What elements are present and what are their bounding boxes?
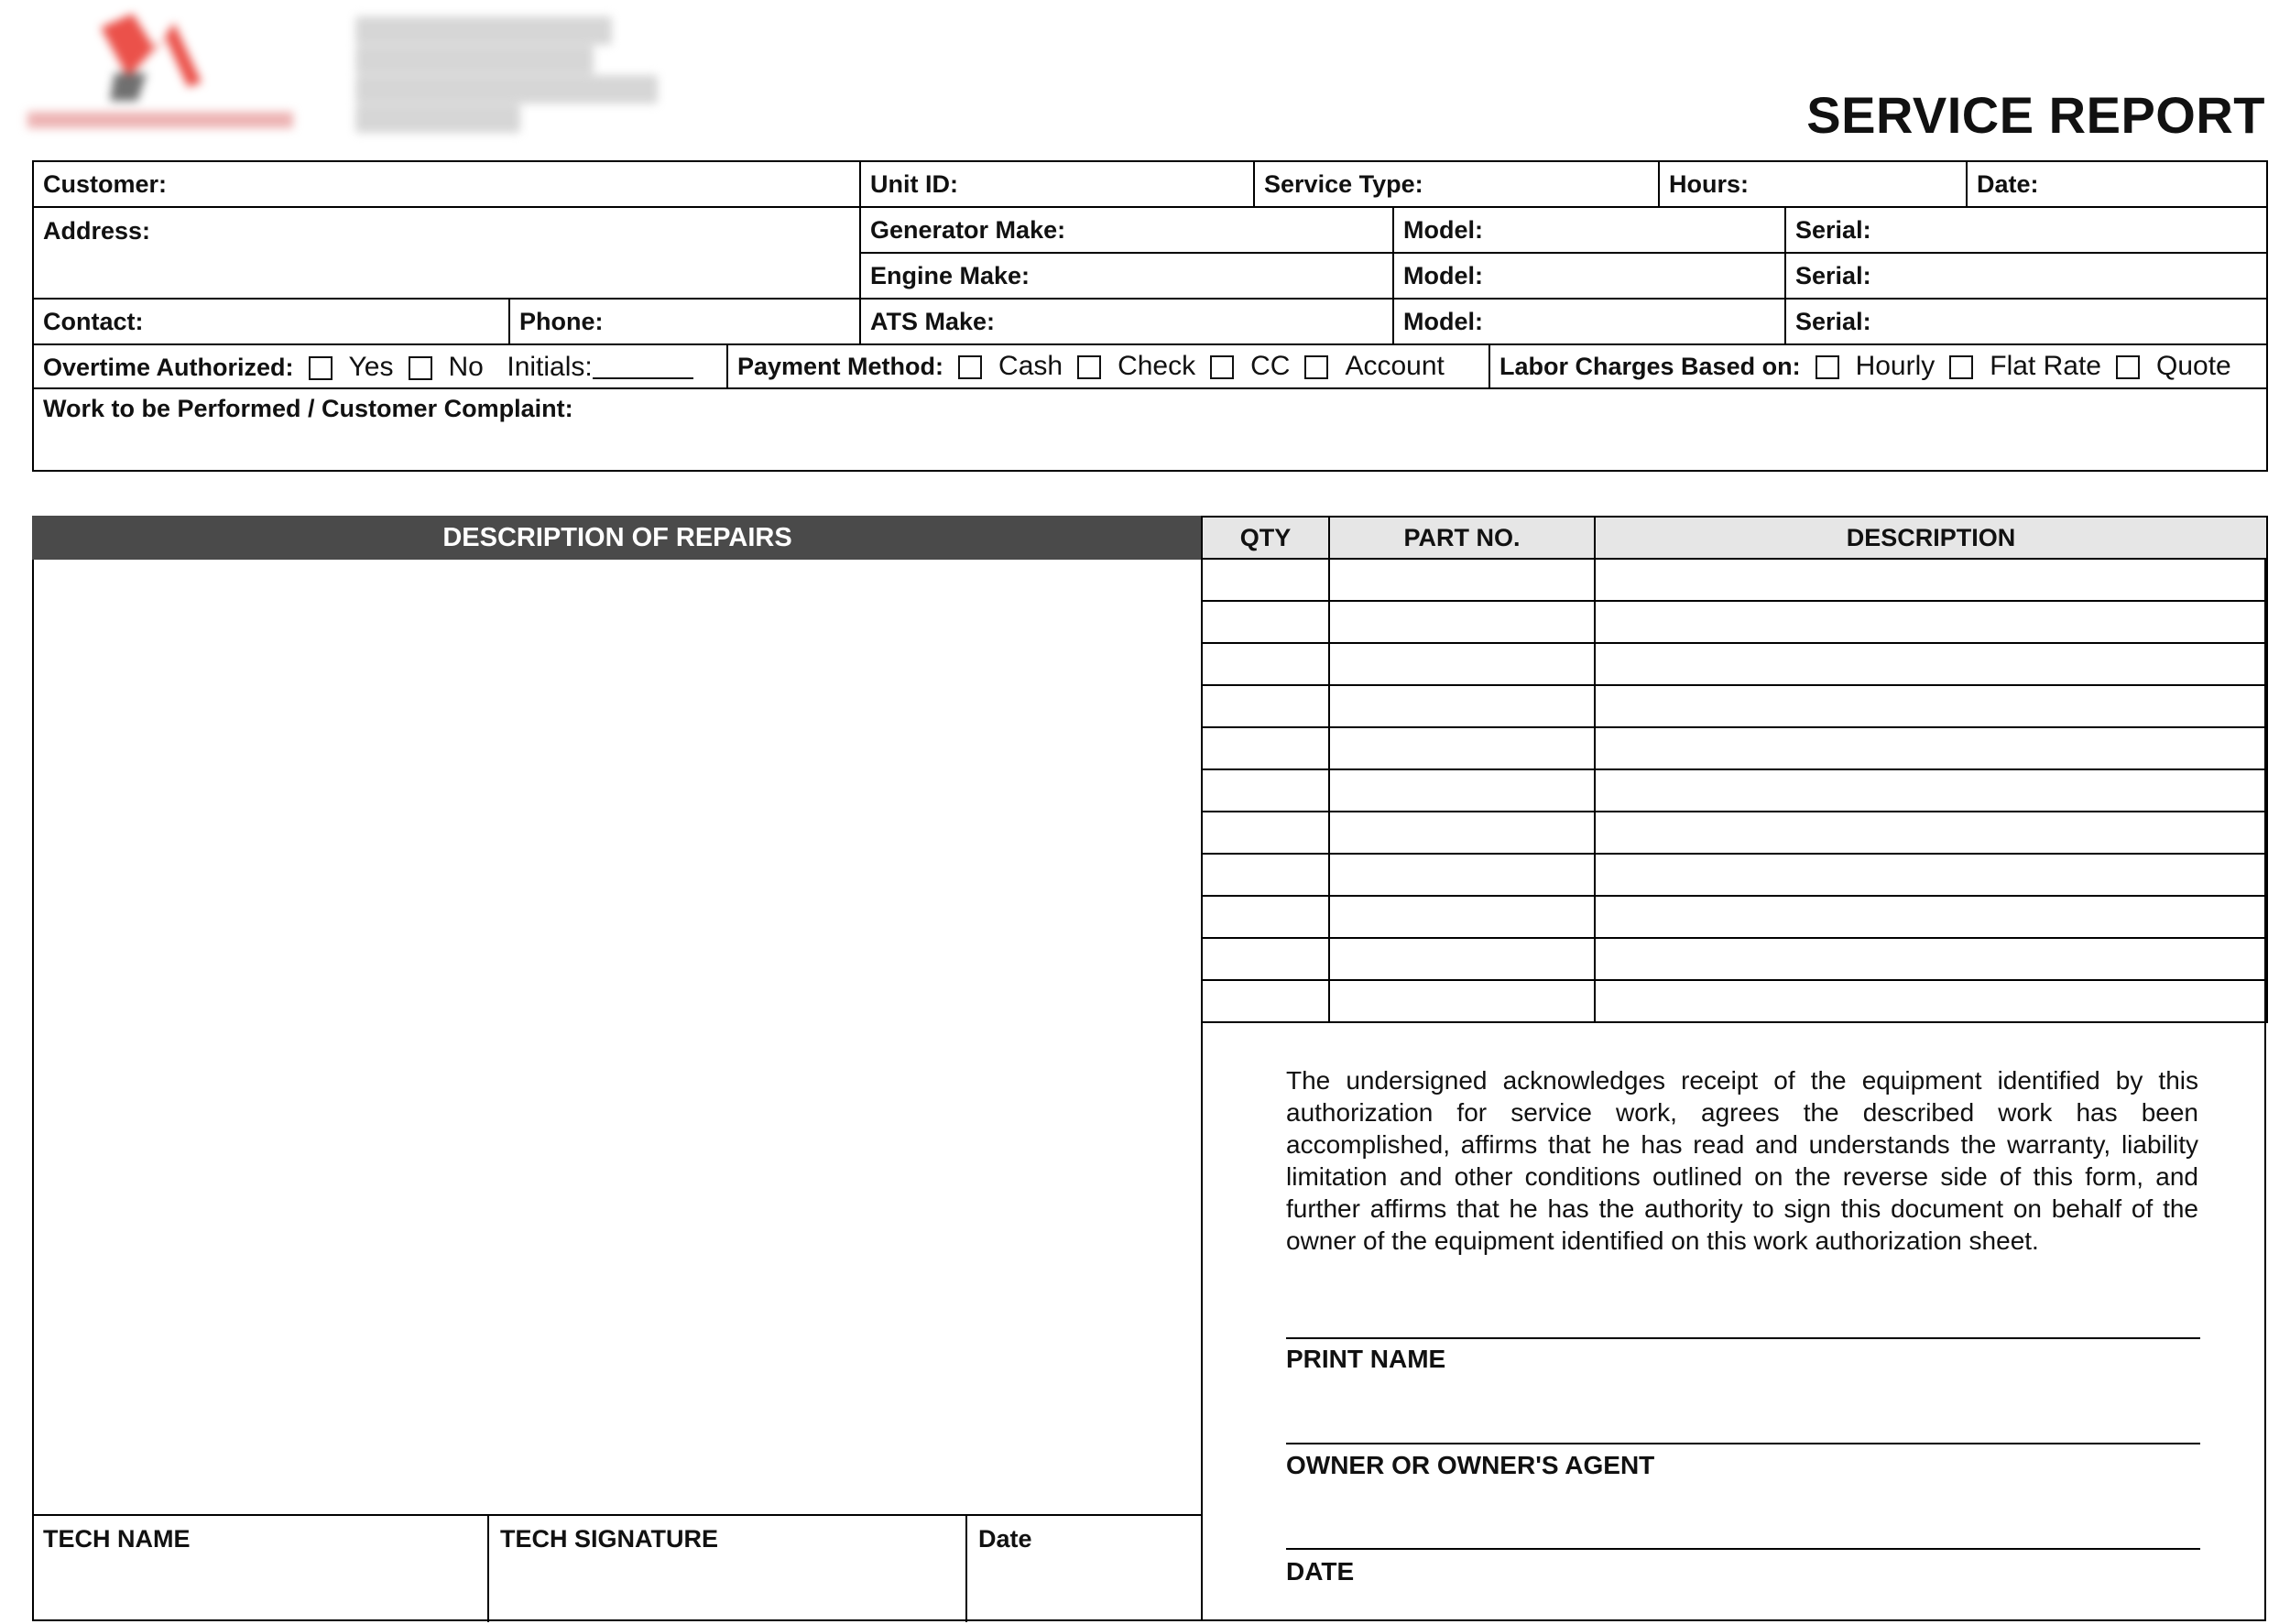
account-checkbox[interactable] [1304,355,1328,379]
overtime-no-label: No [448,352,484,382]
part-no-cell[interactable] [1329,727,1595,769]
hours-label: Hours: [1669,169,1750,198]
generator-make-label: Generator Make: [870,215,1066,244]
initials-input[interactable] [593,350,693,379]
sign-date-label: DATE [1286,1557,1355,1586]
hourly-checkbox[interactable] [1816,355,1839,379]
labor-charges-field [1489,345,2266,387]
engine-serial-label: Serial: [1795,261,1871,289]
acknowledgement-text: The undersigned acknowledges receipt of the equipment identified by this authorization for service work, agrees the described work has been accomplished, affirms that he has read and understands the warranty, liability limitation and other conditions outlined on the reverse side of this form, and further affirms that he has the authority to sign this document on behalf of the owner of the equipment identified on this work authorization sheet. [1286,1066,2198,1255]
generator-model-field[interactable] [1393,208,1784,252]
qty-cell[interactable] [1202,980,1329,1022]
tech-signature-field[interactable] [488,1515,966,1622]
table-row [1202,643,2267,685]
date-field[interactable] [1967,162,2266,206]
ats-make-field[interactable] [861,300,1393,343]
qty-cell[interactable] [1202,601,1329,643]
part-no-cell[interactable] [1329,685,1595,727]
table-row [1202,601,2267,643]
repairs-header: DESCRIPTION OF REPAIRS [32,516,1203,560]
address-label: Address: [43,217,151,245]
work-complaint-label: Work to be Performed / Customer Complaint: [43,395,573,422]
qty-cell[interactable] [1202,938,1329,980]
description-header: DESCRIPTION [1595,517,2267,559]
ats-model-label: Model: [1403,307,1484,335]
cash-label: Cash [998,351,1063,381]
owner-agent-label: OWNER OR OWNER'S AGENT [1286,1451,1655,1479]
table-row [1202,727,2267,769]
page-title: SERVICE REPORT [1806,86,2265,144]
overtime-yes-checkbox[interactable] [309,356,333,380]
check-label: Check [1118,351,1196,381]
table-row [1202,854,2267,896]
description-cell[interactable] [1595,601,2267,643]
cc-checkbox[interactable] [1210,355,1234,379]
engine-model-label: Model: [1403,261,1484,289]
part-no-cell[interactable] [1329,643,1595,685]
quote-checkbox[interactable] [2116,355,2140,379]
table-row [1202,938,2267,980]
labor-charges-label: Labor Charges Based on: [1499,353,1801,380]
print-name-label: PRINT NAME [1286,1345,1446,1373]
ats-serial-label: Serial: [1795,307,1871,335]
qty-cell[interactable] [1202,854,1329,896]
overtime-field [34,345,727,387]
engine-model-field[interactable] [1393,254,1784,298]
cc-label: CC [1250,351,1291,381]
qty-cell[interactable] [1202,896,1329,938]
description-cell[interactable] [1595,980,2267,1022]
engine-make-field[interactable] [861,254,1393,298]
description-cell[interactable] [1595,812,2267,854]
description-cell[interactable] [1595,727,2267,769]
initials-label: Initials: [507,352,593,382]
part-no-header: PART NO. [1329,517,1595,559]
date-label: Date: [1977,169,2039,198]
description-cell[interactable] [1595,643,2267,685]
address-field[interactable] [33,207,860,299]
phone-label: Phone: [519,307,604,335]
company-address [355,16,685,136]
description-cell[interactable] [1595,938,2267,980]
table-row [1202,896,2267,938]
tech-signoff [32,1514,1203,1622]
owner-signature-line[interactable] [1286,1443,2200,1444]
description-cell[interactable] [1595,769,2267,812]
part-no-cell[interactable] [1329,980,1595,1022]
qty-cell[interactable] [1202,769,1329,812]
repairs-description-area[interactable] [34,560,1201,1514]
tech-signature-label: TECH SIGNATURE [500,1525,719,1553]
company-name [355,16,612,45]
qty-header: QTY [1202,517,1329,559]
qty-cell[interactable] [1202,559,1329,601]
payment-method-label: Payment Method: [737,353,944,380]
generator-model-label: Model: [1403,215,1484,244]
company-street [355,46,594,74]
account-label: Account [1345,351,1445,381]
ats-serial-field[interactable] [1785,299,2267,344]
table-row [1202,812,2267,854]
generator-serial-label: Serial: [1795,215,1871,244]
phone-field[interactable] [509,299,860,344]
overtime-no-checkbox[interactable] [409,356,432,380]
payment-method-field [727,345,1489,387]
qty-cell[interactable] [1202,643,1329,685]
table-row [1202,559,2267,601]
description-cell[interactable] [1595,559,2267,601]
company-city [355,75,658,104]
flat-rate-checkbox[interactable] [1949,355,1973,379]
hours-field[interactable] [1659,162,1967,206]
qty-cell[interactable] [1202,685,1329,727]
part-no-cell[interactable] [1329,559,1595,601]
work-complaint-field[interactable] [33,388,2267,471]
generator-make-field[interactable] [861,208,1393,252]
hourly-label: Hourly [1855,351,1936,381]
tech-date-field[interactable] [966,1515,1203,1622]
cash-checkbox[interactable] [958,355,982,379]
part-no-cell[interactable] [1329,769,1595,812]
service-type-label: Service Type: [1264,169,1423,198]
table-row [1202,980,2267,1022]
tech-date-label: Date [978,1525,1032,1553]
overtime-label: Overtime Authorized: [43,354,294,381]
part-no-cell[interactable] [1329,896,1595,938]
contact-label: Contact: [43,307,144,335]
part-no-cell[interactable] [1329,601,1595,643]
company-phone [355,104,520,133]
contact-field[interactable] [33,299,509,344]
company-logo [27,9,321,137]
part-no-cell[interactable] [1329,812,1595,854]
customer-field[interactable] [33,161,860,207]
overtime-yes-label: Yes [348,352,394,382]
engine-serial-field[interactable] [1785,253,2267,299]
unit-id-field[interactable] [860,161,1254,207]
description-cell[interactable] [1595,896,2267,938]
check-checkbox[interactable] [1077,355,1101,379]
service-info-form [32,160,2268,472]
flat-rate-label: Flat Rate [1990,351,2101,381]
tech-name-field[interactable] [32,1515,488,1622]
qty-cell[interactable] [1202,812,1329,854]
engine-make-label: Engine Make: [870,261,1030,289]
unit-id-label: Unit ID: [870,169,958,198]
part-no-cell[interactable] [1329,854,1595,896]
customer-label: Customer: [43,169,168,198]
generator-serial-field[interactable] [1785,207,2267,253]
sign-date-line[interactable] [1286,1548,2200,1550]
description-cell[interactable] [1595,685,2267,727]
tech-name-label: TECH NAME [43,1525,191,1553]
qty-cell[interactable] [1202,727,1329,769]
ats-make-label: ATS Make: [870,307,996,335]
service-type-field[interactable] [1255,162,1659,206]
ats-model-field[interactable] [1393,300,1784,343]
part-no-cell[interactable] [1329,938,1595,980]
parts-table [1201,516,2268,1023]
table-row [1202,685,2267,727]
description-cell[interactable] [1595,854,2267,896]
quote-label: Quote [2155,351,2231,381]
print-name-line[interactable] [1286,1337,2200,1339]
table-row [1202,769,2267,812]
